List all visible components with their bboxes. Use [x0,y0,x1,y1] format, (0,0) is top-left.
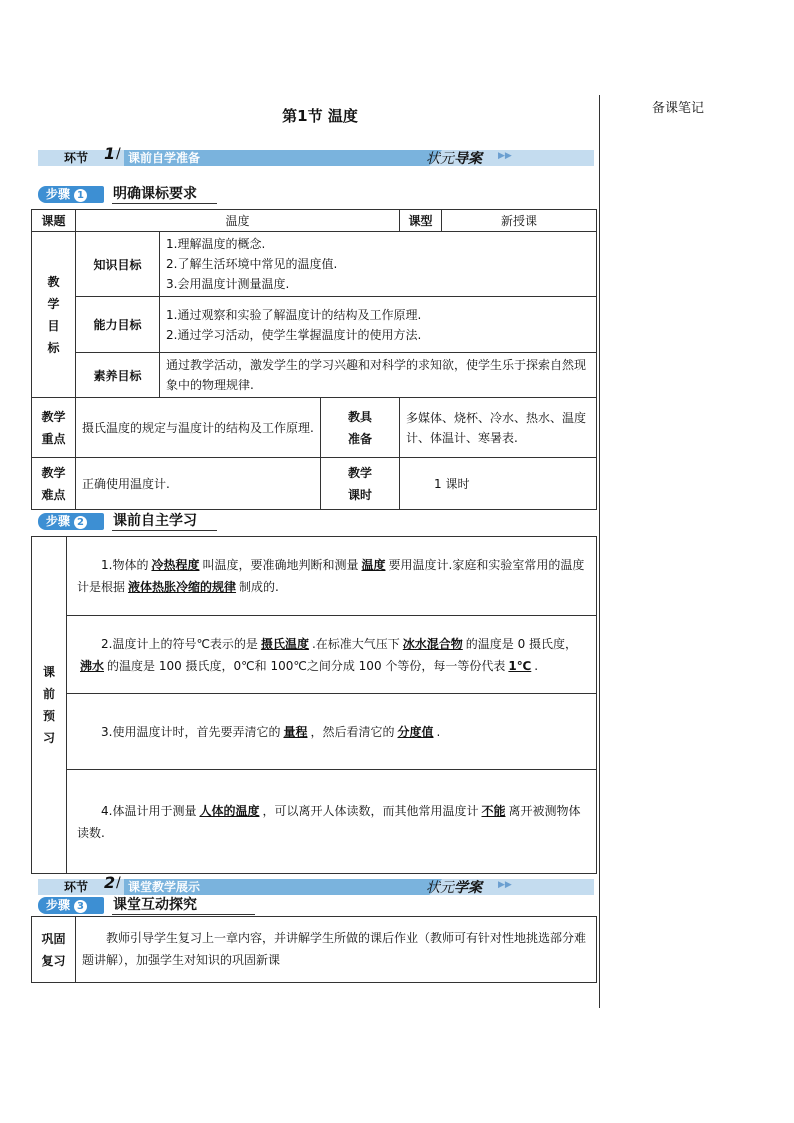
goals-label: 教 学 目 标 [32,232,76,398]
tools-label: 教具 准备 [321,398,400,458]
banner-number: 2 [104,873,116,892]
section-banner-2: 环节 2 / 课堂教学展示 状元学案 ▶▶ [38,879,594,895]
literacy-label: 素养目标 [76,353,160,398]
step-title: 明确课标要求 [113,186,197,202]
page-title: 第1节 温度 [282,107,358,125]
preview-table [31,536,597,874]
ability-goals: 1.通过观察和实验了解温度计的结构及工作原理. 2.通过学习活动，使学生掌握温度计的使用方法. [160,297,597,353]
banner-right: 状元学案 [426,880,482,896]
hours-label: 教学 课时 [321,458,400,510]
banner-number: 1 [104,144,116,163]
banner-text: 课前自学准备 [128,151,201,165]
preview-question-4: 4.体温计用于测量 人体的温度 ，可以离开人体读数，而其他常用温度计 不能 离开被测物体读数. [67,770,597,874]
review-table [31,916,597,983]
hours-value: 1 课时 [400,458,597,510]
banner-right: 状元导案 [426,151,482,167]
margin-divider [599,95,600,1008]
preview-label: 课 前 预 习 [32,537,67,874]
key-points: 摄氏温度的规定与温度计的结构及工作原理. [76,398,321,458]
side-note: 备课笔记 [652,101,705,116]
literacy-goals: 通过教学活动，激发学生的学习兴趣和对科学的求知欲，使学生乐于探索自然现象中的物理规律. [160,353,597,398]
type-value: 新授课 [442,210,597,232]
knowledge-label: 知识目标 [76,232,160,297]
step-title: 课前自主学习 [113,513,197,529]
section-banner-1: 环节 1 / 课前自学准备 状元导案 ▶▶ [38,150,594,166]
preview-question-1: 1.物体的 冷热程度 叫温度，要准确地判断和测量 温度 要用温度计.家庭和实验室常用的温度计是根据 液体热胀冷缩的规律 制成的. [67,537,597,616]
preview-question-3: 3.使用温度计时，首先要弄清它的 量程 ，然后看清它的 分度值 . [67,694,597,770]
teaching-tools: 多媒体、烧杯、冷水、热水、温度计、体温计、寒暑表. [400,398,597,458]
banner-text: 课堂教学展示 [128,880,201,894]
type-label: 课型 [400,210,442,232]
knowledge-goals: 1.理解温度的概念. 2.了解生活环境中常见的温度值. 3.会用温度计测量温度. [160,232,597,297]
ability-label: 能力目标 [76,297,160,353]
arrows-icon: ▶▶ [498,880,512,890]
difficulty-label: 教学 难点 [32,458,76,510]
step-pill: 步骤 2 [38,513,104,530]
review-text: 教师引导学生复习上一章内容，并讲解学生所做的课后作业（教师可有针对性地挑选部分难题讲解），加强学生对知识的巩固新课 [76,917,597,983]
course-goals-table [31,209,597,510]
review-label: 巩固 复习 [32,917,76,983]
banner-label: 环节 [64,880,89,894]
step-title: 课堂互动探究 [113,897,197,913]
topic-value: 温度 [76,210,400,232]
step-number-icon: 1 [74,189,87,202]
banner-label: 环节 [64,151,89,165]
step-pill: 步骤 1 [38,186,104,203]
step-pill: 步骤 3 [38,897,104,914]
preview-question-2: 2.温度计上的符号℃表示的是 摄氏温度 .在标准大气压下 冰水混合物 的温度是 0 摄氏度，沸水 的温度是 100 摄氏度，0℃和 100℃之间分成 100 个等份，每一等份代表 1℃ . [67,616,597,694]
step-number-icon: 3 [74,900,87,913]
key-label: 教学 重点 [32,398,76,458]
topic-label: 课题 [32,210,76,232]
arrows-icon: ▶▶ [498,151,512,161]
difficulty-points: 正确使用温度计. [76,458,321,510]
step-number-icon: 2 [74,516,87,529]
